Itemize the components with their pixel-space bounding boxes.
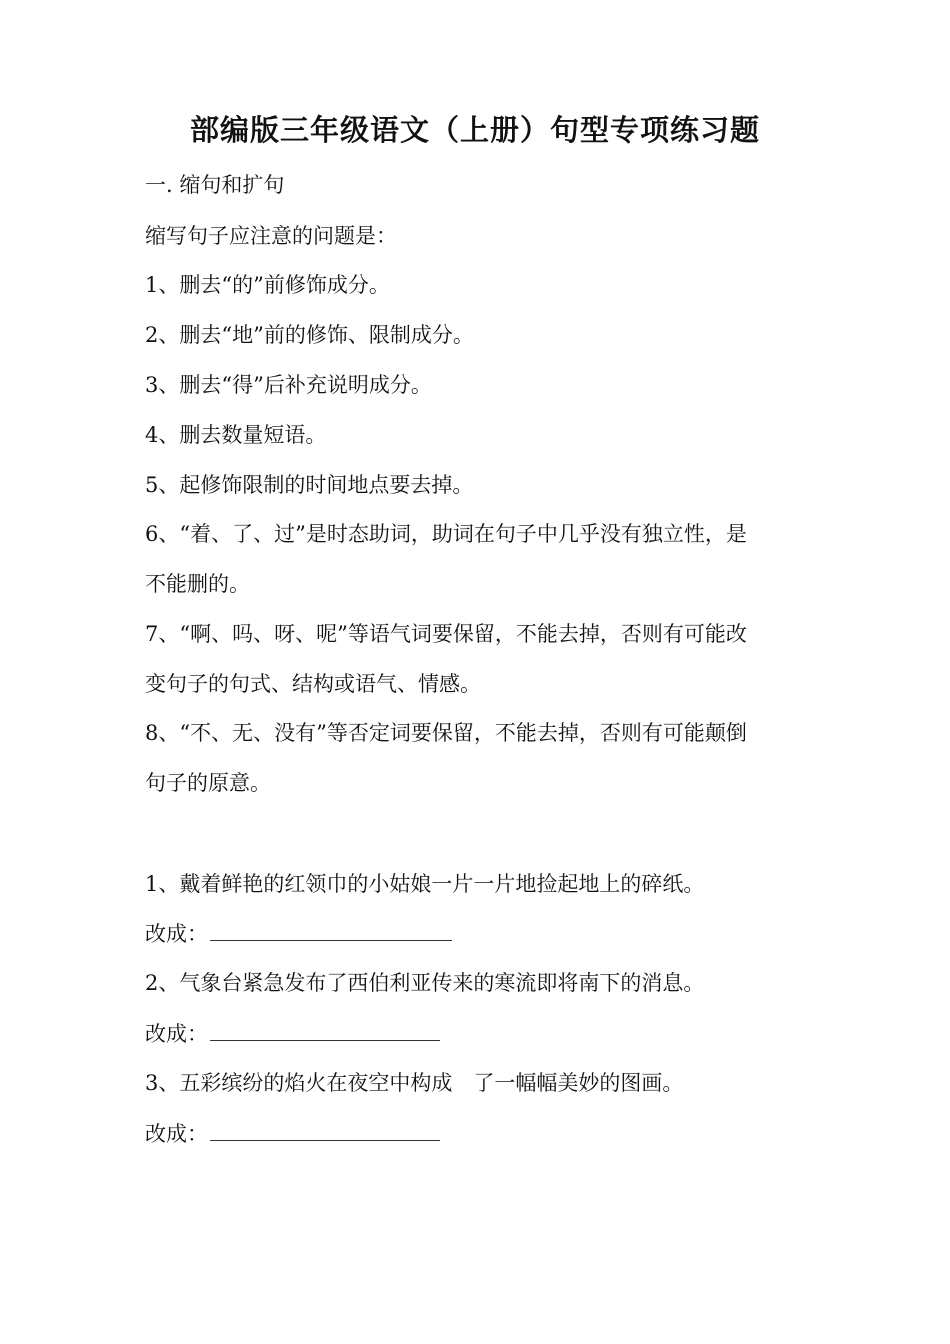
exercise-sentence: 1、戴着鲜艳的红领巾的小姑娘一片一片地捡起地上的碎纸。 [145, 872, 705, 896]
answer-blank[interactable] [210, 1118, 440, 1141]
rule-line: 7、“啊、吗、呀、呢”等语气词要保留，不能去掉，否则有可能改 [145, 622, 747, 646]
exercise-sentence: 2、气象台紧急发布了西伯利亚传来的寒流即将南下的消息。 [145, 971, 705, 995]
answer-blank[interactable] [210, 918, 452, 941]
rule-line: 8、“不、无、没有”等否定词要保留，不能去掉，否则有可能颠倒 [145, 721, 747, 745]
page-title: 部编版三年级语文（上册）句型专项练习题 [189, 113, 760, 147]
rule-line: 不能删的。 [145, 572, 250, 596]
intro-text: 缩写句子应注意的问题是： [145, 224, 397, 248]
rule-line: 变句子的句式、结构或语气、情感。 [145, 672, 481, 696]
rule-line: 2、删去“地”前的修饰、限制成分。 [145, 323, 474, 347]
rule-line: 3、删去“得”后补充说明成分。 [145, 373, 432, 397]
answer-label: 改成： [145, 922, 208, 946]
section-heading: 一. 缩句和扩句 [145, 173, 285, 197]
answer-blank[interactable] [210, 1018, 440, 1041]
rule-line: 4、删去数量短语。 [145, 423, 327, 447]
exercise-answer-row [145, 1018, 810, 1049]
rule-line: 句子的原意。 [145, 771, 271, 795]
rule-line: 1、删去“的”前修饰成分。 [145, 273, 390, 297]
rule-line: 5、起修饰限制的时间地点要去掉。 [145, 473, 474, 497]
exercise-sentence: 3、五彩缤纷的焰火在夜空中构成 了一幅幅美妙的图画。 [145, 1071, 684, 1095]
exercise-answer-row [145, 1118, 810, 1149]
answer-label: 改成： [145, 1022, 208, 1046]
rule-line: 6、“着、了、过”是时态助词，助词在句子中几乎没有独立性，是 [145, 522, 747, 546]
answer-label: 改成： [145, 1122, 208, 1146]
exercise-answer-row [145, 918, 810, 949]
